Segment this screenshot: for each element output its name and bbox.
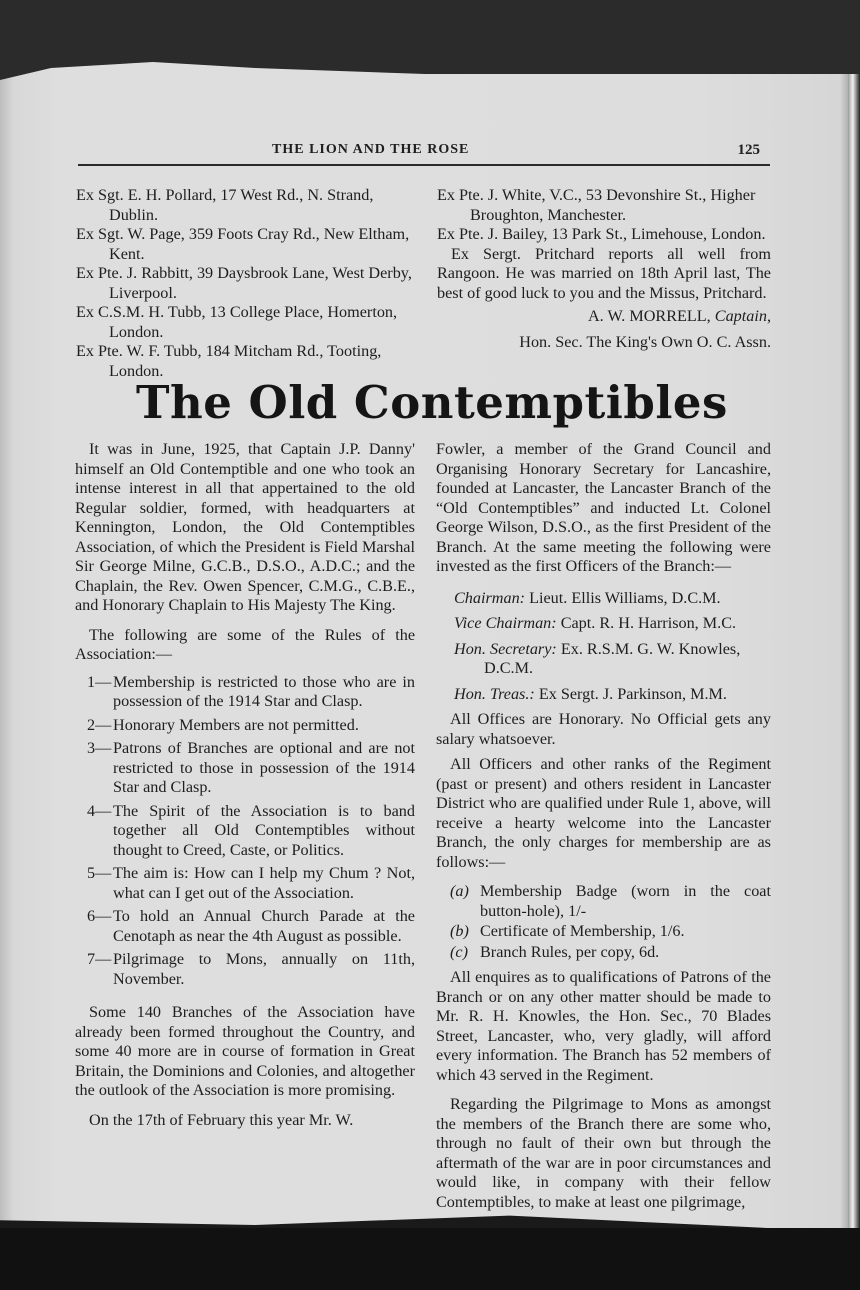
running-header xyxy=(78,140,770,166)
running-title: THE LION AND THE ROSE xyxy=(272,142,470,157)
fee-text: Branch Rules, per copy, 6d. xyxy=(480,942,660,961)
article-left-column xyxy=(75,440,415,1130)
dark-background-bottom xyxy=(0,1228,860,1290)
article-title: The Old Contemptibles xyxy=(136,376,728,429)
rule-number: 5— xyxy=(87,864,112,882)
branches-paragraph: Some 140 Branches of the Association have already been formed throughout the Country, and some 40 more are in course of formation in Great Britain, the Dominions and Colonies, and altogether the outlook of the Association is more promising. xyxy=(75,1003,415,1099)
rule-number: 1— xyxy=(87,672,112,691)
intro-paragraph: It was in June, 1925, that Captain J.P. Danny' himself an Old Contemptible and one who took an intense interest in all that appertained to the old Regular soldier, formed, with headquarters at Kennington, London, the Old Contemptibles Association, of which the President is Field Marshal Sir George Milne, G.C.B., D.S.O., A.D.C.; and the Chaplain, the Rev. Owen Spencer, C.M.G., C.B.E., and Honorary Chaplain to His Majesty The King. xyxy=(75,440,415,614)
signature-title: Hon. Sec. The King's Own O. C. Assn. xyxy=(519,332,771,351)
officer-name: Capt. R. H. Harrison, M.C. xyxy=(556,614,737,632)
rules-list xyxy=(75,673,415,990)
enquiries-paragraph: All enquires as to qualifications of Patrons of the Branch or on any other matter should be made to Mr. R. H. Knowles, the Hon. Sec., 70 Blades Street, Lancaster, who, very gladly, will afford every information. The Branch has 52 members of which 43 served in the Regiment. xyxy=(436,968,771,1084)
rule-item xyxy=(87,950,415,989)
officer-entry xyxy=(436,589,771,609)
fowler-paragraph: Fowler, a member of the Grand Council and Organising Honorary Secretary for Lancashire, founded at Lancaster, the Lancaster Branch of the “Old Contemptibles” and inducted Lt. Colonel George Wilson, D.S.O., as the first President of the Branch. At the same meeting the following were invested as the first Officers of the Branch:— xyxy=(436,440,771,575)
address-entry: Ex Sgt. W. Page, 359 Foots Cray Rd., New Eltham, Kent. xyxy=(76,225,410,263)
fee-item xyxy=(436,882,771,921)
officer-entry xyxy=(436,640,771,679)
rule-item xyxy=(87,802,415,861)
officer-role: Chairman: xyxy=(454,588,526,607)
officer-entry xyxy=(436,685,771,705)
rule-item xyxy=(87,907,415,946)
rule-item xyxy=(87,739,415,798)
signature-rank: Captain xyxy=(714,307,767,325)
fees-list xyxy=(436,882,771,962)
fee-label: (b) xyxy=(450,922,469,940)
honorary-paragraph: All Offices are Honorary. No Official gets any salary whatsoever. xyxy=(436,710,771,748)
rule-number: 7— xyxy=(87,950,112,968)
address-entry: Ex Sgt. E. H. Pollard, 17 West Rd., N. Strand, Dublin. xyxy=(76,186,374,224)
membership-paragraph: All Officers and other ranks of the Regiment (past or present) and others resident in Lancaster District who are qualified under Rule 1, above, will receive a hearty welcome into the Lancaster Branch, the only charges for membership are as follows:— xyxy=(436,755,771,871)
officer-name: Ex Sergt. J. Parkinson, M.M. xyxy=(534,684,727,703)
officer-entry xyxy=(436,614,771,634)
address-entry: Ex C.S.M. H. Tubb, 13 College Place, Homerton, London. xyxy=(76,303,398,341)
officer-role: Hon. Secretary: xyxy=(454,639,557,658)
rule-number: 6— xyxy=(87,907,112,925)
fee-text: Certificate of Membership, 1/6. xyxy=(480,922,685,940)
pritchard-note: Ex Sergt. Pritchard reports all well from Rangoon. He was married on 18th April last, The best of good luck to you and the Missus, Pritchard. xyxy=(437,244,771,302)
signature-rank-suffix: , xyxy=(766,307,771,325)
address-entry: Ex Pte. J. Bailey, 13 Park St., Limehouse, London. xyxy=(437,225,766,243)
rule-text: Membership is restricted to those who are in possession of the 1914 Star and Clasp. xyxy=(113,672,415,710)
page-stack-edge xyxy=(848,74,860,1232)
rule-item xyxy=(87,716,415,736)
address-entry: Ex Pte. J. Rabbitt, 39 Daysbrook Lane, West Derby, Liverpool. xyxy=(76,264,412,302)
rule-text: The aim is: How can I help my Chum ? Not, what can I get out of the Association. xyxy=(113,864,415,902)
february-paragraph: On the 17th of February this year Mr. W. xyxy=(89,1110,354,1129)
fee-item xyxy=(436,943,771,963)
address-list-left xyxy=(76,186,416,381)
rule-item xyxy=(87,864,415,903)
rules-intro: The following are some of the Rules of the Association:— xyxy=(75,625,415,663)
rule-text: Pilgrimage to Mons, annually on 11th, November. xyxy=(113,950,415,988)
page-number: 125 xyxy=(737,142,760,158)
fee-label: (a) xyxy=(450,882,469,900)
signature-name: A. W. MORRELL, xyxy=(587,307,715,325)
fee-item xyxy=(436,922,771,942)
rule-text: The Spirit of the Association is to band together all Old Contemptibles without thought to Creed, Caste, or Politics. xyxy=(113,801,415,859)
fee-label: (c) xyxy=(450,942,468,961)
signature-line xyxy=(437,307,771,327)
officer-name: Ex. R.S.M. G. W. Knowles, D.C.M. xyxy=(484,639,741,677)
officers-list xyxy=(436,589,771,705)
rule-number: 3— xyxy=(87,739,112,757)
officer-role: Vice Chairman: xyxy=(454,614,557,632)
address-entry: Ex Pte. J. White, V.C., 53 Devonshire St., Higher Broughton, Manchester. xyxy=(437,186,756,224)
officer-name: Lieut. Ellis Williams, D.C.M. xyxy=(525,588,721,607)
officer-role: Hon. Treas.: xyxy=(454,684,535,703)
rule-number: 2— xyxy=(87,715,112,734)
article-right-column xyxy=(436,440,771,1212)
address-list-right xyxy=(437,186,771,352)
rule-text: Patrons of Branches are optional and are not restricted to those in possession of the 1914 Star and Clasp. xyxy=(113,739,415,796)
fee-text: Membership Badge (worn in the coat button-hole), 1/- xyxy=(480,882,771,920)
pilgrimage-paragraph: Regarding the Pilgrimage to Mons as amongst the members of the Branch there are some who, through no fault of their own but through the aftermath of the war are in poor circumstances and would like, in company with their fellow Contemptibles, to make at least one pilgrimage, xyxy=(436,1095,771,1211)
rule-item xyxy=(87,673,415,712)
address-entry: Ex Pte. W. F. Tubb, 184 Mitcham Rd., Tooting, London. xyxy=(76,342,382,380)
rule-number: 4— xyxy=(87,801,112,820)
rule-text: Honorary Members are not permitted. xyxy=(113,715,359,734)
rule-text: To hold an Annual Church Parade at the Cenotaph as near the 4th August as possible. xyxy=(113,907,415,945)
